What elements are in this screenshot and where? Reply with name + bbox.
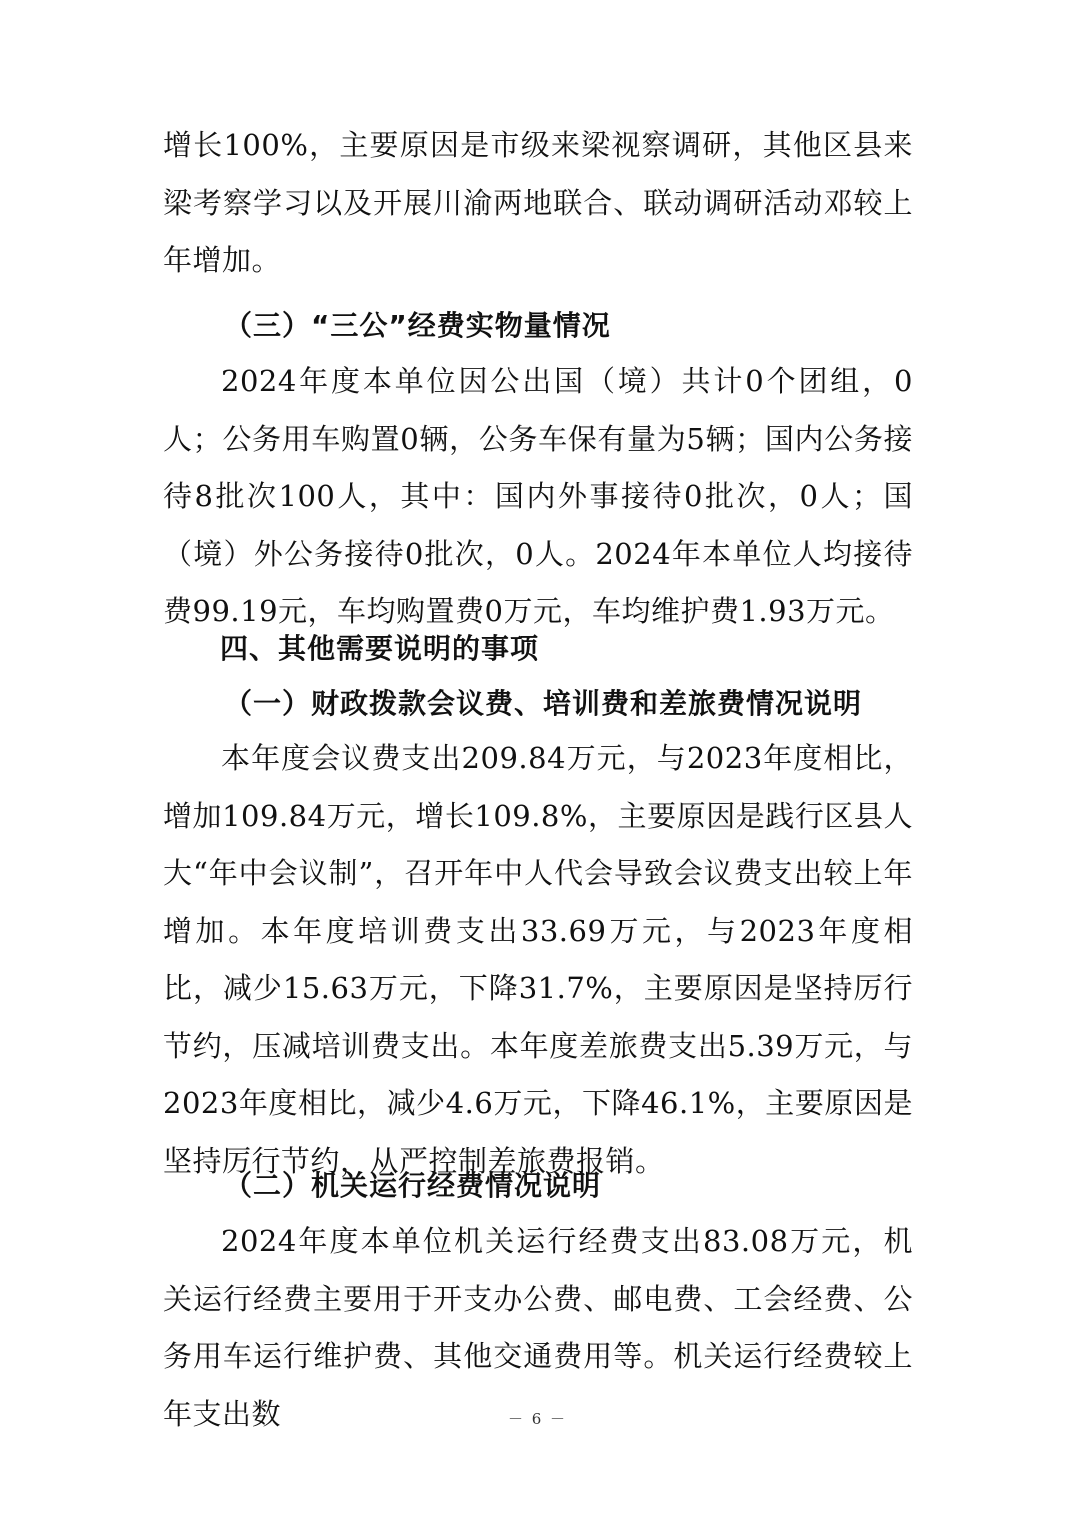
paragraph-continuation: 增长100%，主要原因是市级来梁视察调研，其他区县来梁考察学习以及开展川渝两地联合、联动调研活动邓较上年增加。 xyxy=(163,128,913,277)
page-number: － 6 － xyxy=(507,1410,568,1428)
heading-sangong-physical-quantity: （三）“三公”经费实物量情况 xyxy=(224,309,611,342)
heading-section-four: 四、其他需要说明的事项 xyxy=(220,632,540,665)
paragraph-meeting-training-travel: 本年度会议费支出209.84万元，与2023年度相比，增加109.84万元，增长109.8%，主要原因是践行区县人大“年中会议制”，召开年中人代会导致会议费支出较上年增加。本年度培训费支出33.69万元，与2023年度相比，减少15.63万元，下降31.7%，主要原因是坚持厉行节约，压减培训费支出。本年度差旅费支出5.39万元，与2023年度相比，减少4.6万元，下降46.1%，主要原因是坚持厉行节约，从严控制差旅费报销。 xyxy=(163,741,913,1178)
heading-meeting-training-travel: （一）财政拨款会议费、培训费和差旅费情况说明 xyxy=(224,687,863,720)
paragraph-sangong-details: 2024年度本单位因公出国（境）共计0个团组，0人；公务用车购置0辆，公务车保有量为5辆；国内公务接待8批次100人，其中：国内外事接待0批次，0人；国（境）外公务接待0批次，0人。2024年本单位人均接待费99.19元，车均购置费0万元，车均维护费1.93万元。 xyxy=(163,364,913,628)
paragraph-operating-expenses: 2024年度本单位机关运行经费支出83.08万元，机关运行经费主要用于开支办公费、邮电费、工会经费、公务用车运行维护费、其他交通费用等。机关运行经费较上年支出数 xyxy=(163,1224,913,1431)
heading-operating-expenses: （二）机关运行经费情况说明 xyxy=(224,1169,602,1202)
